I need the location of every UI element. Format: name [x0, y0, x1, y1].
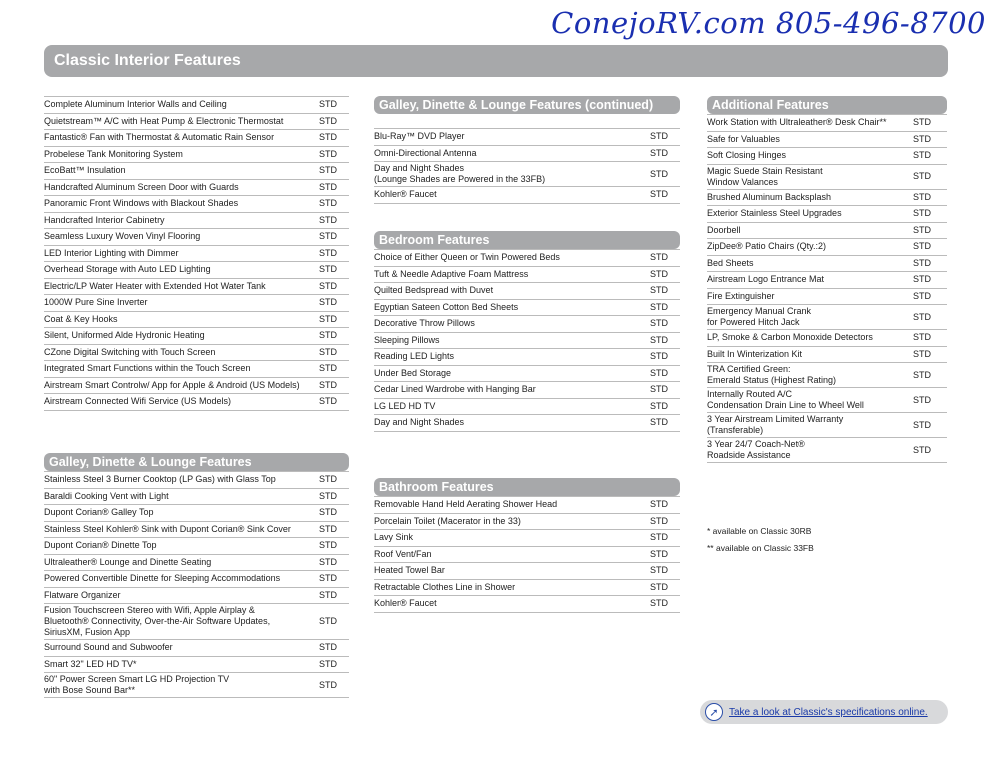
feature-row [374, 580, 680, 597]
feature-name: Dupont Corian® Galley Top [44, 507, 154, 518]
feature-name: 3 Year Airstream Limited Warranty (Transferable) [707, 414, 844, 435]
feature-row [44, 378, 349, 395]
standard-badge: STD [319, 540, 337, 551]
standard-badge: STD [319, 115, 337, 126]
standard-badge: STD [319, 247, 337, 258]
standard-badge: STD [319, 396, 337, 407]
feature-name: Internally Routed A/C Condensation Drain Line to Wheel Well [707, 389, 864, 410]
galley-continued-section [374, 96, 680, 204]
feature-row [44, 196, 349, 213]
feature-name: Silent, Uniformed Alde Hydronic Heating [44, 330, 205, 341]
feature-name: Sleeping Pillows [374, 334, 440, 345]
feature-name: Roof Vent/Fan [374, 548, 432, 559]
standard-badge: STD [913, 208, 931, 219]
standard-badge: STD [650, 515, 668, 526]
bedroom-features-section [374, 231, 680, 432]
feature-name: Airstream Smart Controlw/ App for Apple & Android (US Models) [44, 379, 300, 390]
standard-badge: STD [913, 150, 931, 161]
feature-row [44, 538, 349, 555]
additional-feature-list [707, 114, 947, 463]
feature-row [374, 382, 680, 399]
footnote-30rb: * available on Classic 30RB [707, 526, 812, 536]
feature-name: Retractable Clothes Line in Shower [374, 581, 516, 592]
standard-badge: STD [913, 133, 931, 144]
standard-badge: STD [650, 301, 668, 312]
feature-name: Fantastic® Fan with Thermostat & Automatic Rain Sensor [44, 132, 275, 143]
feature-row [374, 300, 680, 317]
feature-name: Choice of Either Queen or Twin Powered Beds [374, 252, 560, 263]
standard-badge: STD [319, 231, 337, 242]
galley-section-title: Galley, Dinette & Lounge Features [44, 453, 349, 471]
feature-name: Seamless Luxury Woven Vinyl Flooring [44, 231, 201, 242]
feature-name: Handcrafted Interior Cabinetry [44, 214, 165, 225]
standard-badge: STD [650, 367, 668, 378]
standard-badge: STD [319, 474, 337, 485]
standard-badge: STD [913, 191, 931, 202]
feature-name: 1000W Pure Sine Inverter [44, 297, 148, 308]
feature-name: Fire Extinguisher [707, 290, 775, 301]
feature-row [374, 333, 680, 350]
feature-row [44, 229, 349, 246]
feature-name: Smart 32" LED HD TV* [44, 658, 137, 669]
feature-row [374, 399, 680, 416]
standard-badge: STD [319, 280, 337, 291]
additional-features-section [707, 96, 947, 463]
page-title: Classic Interior Features [44, 45, 948, 77]
feature-row [707, 388, 947, 413]
feature-name: Magic Suede Stain Resistant Window Valances [707, 165, 823, 187]
feature-row [44, 472, 349, 489]
feature-name: Baraldi Cooking Vent with Light [44, 490, 169, 501]
feature-name: Panoramic Front Windows with Blackout Shades [44, 198, 239, 209]
feature-row [44, 213, 349, 230]
standard-badge: STD [913, 311, 931, 322]
feature-name: Porcelain Toilet (Macerator in the 33) [374, 515, 521, 526]
footnote-33fb: ** available on Classic 33FB [707, 543, 814, 553]
standard-badge: STD [650, 285, 668, 296]
standard-badge: STD [650, 499, 668, 510]
feature-name: Work Station with Ultraleather® Desk Chair** [707, 117, 887, 128]
standard-badge: STD [319, 132, 337, 143]
feature-row [374, 563, 680, 580]
standard-badge: STD [319, 214, 337, 225]
feature-row [44, 312, 349, 329]
standard-badge: STD [650, 548, 668, 559]
feature-name: Integrated Smart Functions within the Touch Screen [44, 363, 251, 374]
standard-badge: STD [319, 165, 337, 176]
feature-row [707, 347, 947, 364]
standard-badge: STD [319, 490, 337, 501]
feature-name: LED Interior Lighting with Dimmer [44, 247, 179, 258]
feature-name: Doorbell [707, 224, 741, 235]
standard-badge: STD [319, 297, 337, 308]
bedroom-section-title: Bedroom Features [374, 231, 680, 249]
feature-name: Flatware Organizer [44, 589, 121, 600]
feature-row [707, 363, 947, 388]
standard-badge: STD [913, 332, 931, 343]
feature-row [44, 489, 349, 506]
feature-row [707, 190, 947, 207]
standard-badge: STD [913, 419, 931, 430]
feature-name: Stainless Steel 3 Burner Cooktop (LP Gas) with Glass Top [44, 474, 276, 485]
feature-name: Fusion Touchscreen Stereo with Wifi, Apple Airplay & Bluetooth® Connectivity, Over-the-Air Software Updates, SiriusXM, Fusion App [44, 605, 271, 637]
feature-row [374, 547, 680, 564]
feature-row [707, 438, 947, 463]
feature-row [707, 272, 947, 289]
standard-badge: STD [650, 400, 668, 411]
standard-badge: STD [650, 581, 668, 592]
feature-row [374, 187, 680, 204]
standard-badge: STD [650, 532, 668, 543]
standard-badge: STD [319, 616, 337, 626]
interior-feature-list [44, 96, 349, 411]
standard-badge: STD [319, 507, 337, 518]
feature-name: Airstream Connected Wifi Service (US Models) [44, 396, 232, 407]
standard-badge: STD [319, 99, 337, 110]
feature-name: Stainless Steel Kohler® Sink with Dupont Corian® Sink Cover [44, 523, 291, 534]
feature-name: Blu-Ray™ DVD Player [374, 131, 465, 142]
standard-badge: STD [650, 268, 668, 279]
standard-badge: STD [319, 556, 337, 567]
standard-badge: STD [319, 181, 337, 192]
standard-badge: STD [650, 384, 668, 395]
standard-badge: STD [650, 565, 668, 576]
feature-name: Handcrafted Aluminum Screen Door with Guards [44, 181, 239, 192]
feature-row [707, 165, 947, 190]
feature-name: LG LED HD TV [374, 400, 436, 411]
bathroom-section-title: Bathroom Features [374, 478, 680, 496]
galley-continued-title: Galley, Dinette & Lounge Features (continued) [374, 96, 680, 114]
feature-name: Quietstream™ A/C with Heat Pump & Electronic Thermostat [44, 115, 284, 126]
feature-row [707, 223, 947, 240]
feature-name: Dupont Corian® Dinette Top [44, 540, 157, 551]
feature-row [374, 146, 680, 163]
feature-row [44, 328, 349, 345]
feature-row [44, 130, 349, 147]
standard-badge: STD [319, 148, 337, 159]
galley-continued-list [374, 128, 680, 204]
feature-name: Quilted Bedspread with Duvet [374, 285, 494, 296]
feature-row [707, 330, 947, 347]
standard-badge: STD [319, 363, 337, 374]
feature-name: Heated Towel Bar [374, 565, 445, 576]
bathroom-features-section [374, 478, 680, 613]
feature-row [374, 250, 680, 267]
feature-row [44, 345, 349, 362]
feature-row [707, 132, 947, 149]
feature-name: Removable Hand Held Aerating Shower Head [374, 499, 558, 510]
standard-badge: STD [319, 523, 337, 534]
feature-name: Egyptian Sateen Cotton Bed Sheets [374, 301, 519, 312]
feature-row [374, 349, 680, 366]
bedroom-feature-list [374, 249, 680, 432]
standard-badge: STD [913, 348, 931, 359]
standard-badge: STD [913, 274, 931, 285]
feature-row [374, 415, 680, 432]
feature-row [44, 180, 349, 197]
standard-badge: STD [319, 330, 337, 341]
cursor-arrow-icon: ➚ [705, 703, 723, 721]
feature-row [374, 497, 680, 514]
feature-name: Kohler® Faucet [374, 598, 437, 609]
feature-row [44, 114, 349, 131]
brand-contact: ConejoRV.com 805-496-8700 [551, 6, 986, 40]
feature-name: Probelese Tank Monitoring System [44, 148, 183, 159]
footnotes [707, 523, 947, 557]
standard-badge: STD [913, 224, 931, 235]
interior-features-section [44, 96, 349, 411]
standard-badge: STD [319, 313, 337, 324]
standard-badge: STD [319, 679, 337, 690]
feature-row [44, 246, 349, 263]
feature-row [44, 295, 349, 312]
standard-badge: STD [319, 573, 337, 584]
feature-name: 3 Year 24/7 Coach-Net® Roadside Assistance [707, 439, 805, 460]
standard-badge: STD [319, 198, 337, 209]
standard-badge: STD [319, 346, 337, 357]
feature-row [44, 262, 349, 279]
feature-name: Tuft & Needle Adaptive Foam Mattress [374, 268, 529, 279]
feature-row [44, 163, 349, 180]
standard-badge: STD [913, 444, 931, 455]
feature-row [707, 305, 947, 330]
feature-name: ZipDee® Patio Chairs (Qty.:2) [707, 241, 826, 252]
standard-badge: STD [913, 171, 931, 181]
feature-row [707, 256, 947, 273]
standard-badge: STD [319, 379, 337, 390]
feature-name: Overhead Storage with Auto LED Lighting [44, 264, 211, 275]
feature-name: Under Bed Storage [374, 367, 452, 378]
galley-features-section [44, 453, 349, 698]
feature-row [374, 283, 680, 300]
specifications-link[interactable] [700, 700, 948, 724]
feature-row [707, 413, 947, 438]
feature-name: Airstream Logo Entrance Mat [707, 274, 825, 285]
standard-badge: STD [650, 417, 668, 428]
feature-row [374, 366, 680, 383]
feature-name: 60" Power Screen Smart LG HD Projection TV with Bose Sound Bar** [44, 674, 230, 695]
feature-row [44, 279, 349, 296]
feature-name: Kohler® Faucet [374, 189, 437, 200]
feature-row [374, 316, 680, 333]
feature-row [44, 571, 349, 588]
standard-badge: STD [319, 658, 337, 669]
feature-name: Lavy Sink [374, 532, 414, 543]
standard-badge: STD [319, 642, 337, 653]
feature-name: Surround Sound and Subwoofer [44, 642, 173, 653]
standard-badge: STD [319, 264, 337, 275]
feature-row [44, 604, 349, 640]
standard-badge: STD [650, 351, 668, 362]
feature-row [374, 129, 680, 146]
standard-badge: STD [650, 147, 668, 158]
standard-badge: STD [650, 189, 668, 200]
feature-row [44, 394, 349, 411]
feature-row [44, 522, 349, 539]
feature-row [44, 97, 349, 114]
feature-name: Powered Convertible Dinette for Sleeping Accommodations [44, 573, 281, 584]
standard-badge: STD [913, 290, 931, 301]
feature-name: Day and Night Shades (Lounge Shades are Powered in the 33FB) [374, 163, 546, 184]
feature-row [707, 289, 947, 306]
feature-name: Bed Sheets [707, 257, 754, 268]
feature-name: EcoBatt™ Insulation [44, 165, 126, 176]
feature-row [707, 239, 947, 256]
feature-name: Complete Aluminum Interior Walls and Ceiling [44, 99, 227, 110]
feature-row [44, 147, 349, 164]
feature-row [374, 267, 680, 284]
standard-badge: STD [913, 241, 931, 252]
standard-badge: STD [650, 598, 668, 609]
feature-name: Electric/LP Water Heater with Extended Hot Water Tank [44, 280, 266, 291]
feature-row [374, 596, 680, 613]
feature-name: Coat & Key Hooks [44, 313, 118, 324]
standard-badge: STD [650, 334, 668, 345]
feature-row [374, 514, 680, 531]
bathroom-feature-list [374, 496, 680, 613]
feature-row [44, 555, 349, 572]
feature-name: Safe for Valuables [707, 133, 780, 144]
feature-row [44, 640, 349, 657]
feature-row [707, 115, 947, 132]
feature-row [707, 206, 947, 223]
additional-section-title: Additional Features [707, 96, 947, 114]
standard-badge: STD [650, 252, 668, 263]
feature-row [374, 530, 680, 547]
standard-badge: STD [913, 257, 931, 268]
feature-name: LP, Smoke & Carbon Monoxide Detectors [707, 332, 873, 343]
standard-badge: STD [650, 131, 668, 142]
feature-row [44, 361, 349, 378]
feature-name: CZone Digital Switching with Touch Screen [44, 346, 216, 357]
standard-badge: STD [650, 168, 668, 179]
feature-name: Ultraleather® Lounge and Dinette Seating [44, 556, 212, 567]
feature-row [44, 673, 349, 698]
standard-badge: STD [913, 117, 931, 128]
feature-row [44, 505, 349, 522]
feature-name: Emergency Manual Crank for Powered Hitch Jack [707, 306, 812, 327]
feature-row [374, 162, 680, 187]
feature-name: Omni-Directional Antenna [374, 147, 477, 158]
standard-badge: STD [913, 369, 931, 380]
feature-row [44, 657, 349, 674]
feature-name: Cedar Lined Wardrobe with Hanging Bar [374, 384, 536, 395]
feature-name: Built In Winterization Kit [707, 348, 803, 359]
galley-feature-list [44, 471, 349, 698]
specifications-link-text[interactable]: Take a look at Classic's specifications online. [729, 706, 928, 718]
feature-name: Day and Night Shades [374, 417, 465, 428]
feature-name: Exterior Stainless Steel Upgrades [707, 208, 842, 219]
feature-name: Soft Closing Hinges [707, 150, 787, 161]
standard-badge: STD [650, 318, 668, 329]
feature-row [707, 148, 947, 165]
feature-name: Brushed Aluminum Backsplash [707, 191, 832, 202]
feature-name: Reading LED Lights [374, 351, 455, 362]
feature-name: TRA Certified Green: Emerald Status (Highest Rating) [707, 364, 837, 385]
feature-row [44, 588, 349, 605]
standard-badge: STD [319, 589, 337, 600]
feature-name: Decorative Throw Pillows [374, 318, 475, 329]
standard-badge: STD [913, 394, 931, 405]
